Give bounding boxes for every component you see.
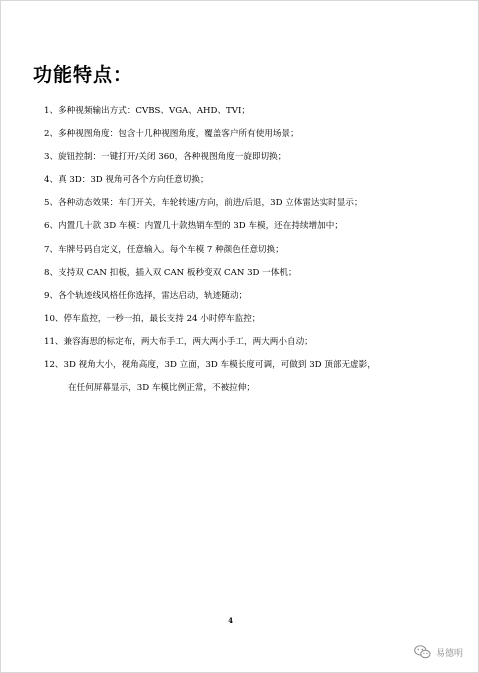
page-number: 4 [228,616,233,625]
list-item [44,169,474,192]
page-title: 功能特点： [33,64,134,86]
list-item [44,100,474,123]
list-item [44,192,474,215]
item-number: 12、 [44,360,64,371]
item-text: 真 3D：3D 视角可各个方向任意切换； [58,175,209,186]
item-number: 1、 [44,106,59,116]
item-text: 停车监控，一秒一拍，最长支持 24 小时停车监控； [63,313,261,324]
item-number: 10、 [44,313,64,324]
item-number: 5、 [44,198,59,209]
item-number: 8、 [44,267,59,278]
list-item [44,354,474,377]
item-number: 6、 [44,221,59,232]
item-text: 各种动态效果：车门开关，车轮转速/方向，前进/后退，3D 立体雷达实时显示； [58,198,363,209]
item-text: 兼容海思的标定布，两大布手工，两大两小手工，两大两小自动； [63,336,313,347]
feature-list [44,100,474,400]
item-number: 9、 [44,290,59,301]
watermark-text: 易德明 [435,648,463,659]
item-number: 7、 [44,244,59,255]
list-item [44,215,474,238]
wechat-icon [414,645,431,659]
item-text: 多种视频输出方式：CVBS、VGA、AHD、TVI； [58,106,250,116]
item-number: 11、 [44,336,64,347]
item-text: 车牌号码自定义，任意输入。每个车模 7 种颜色任意切换； [58,244,284,255]
list-item [44,331,474,354]
list-item [44,123,474,146]
list-item-continuation: 在任何屏幕显示，3D 车模比例正常，不被拉伸； [68,383,255,394]
item-number: 2、 [44,129,59,140]
list-item [44,285,474,308]
item-number: 3、 [44,152,59,163]
list-item [44,308,474,331]
list-item [44,239,474,262]
item-number: 4、 [44,175,59,186]
item-text: 多种视图角度：包含十几种视图角度，覆盖客户所有使用场景； [58,129,299,140]
item-text: 各个轨迹线风格任你选择，雷达启动，轨迹随动； [58,290,248,301]
item-text: 旋钮控制：一键打开/关闭 360，各种视图角度一旋即切换； [58,152,287,163]
list-item [44,262,474,285]
item-text: 3D 视角大小，视角高度，3D 立面，3D 车模长度可调，可做到 3D 顶部无虚影， [63,360,376,371]
item-text: 内置几十款 3D 车模：内置几十款热销车型的 3D 车模，还在持续增加中； [58,221,343,232]
item-text: 支持双 CAN 扣板，插入双 CAN 板秒变双 CAN 3D 一体机； [58,267,297,278]
list-item [44,146,474,169]
watermark [414,645,463,659]
